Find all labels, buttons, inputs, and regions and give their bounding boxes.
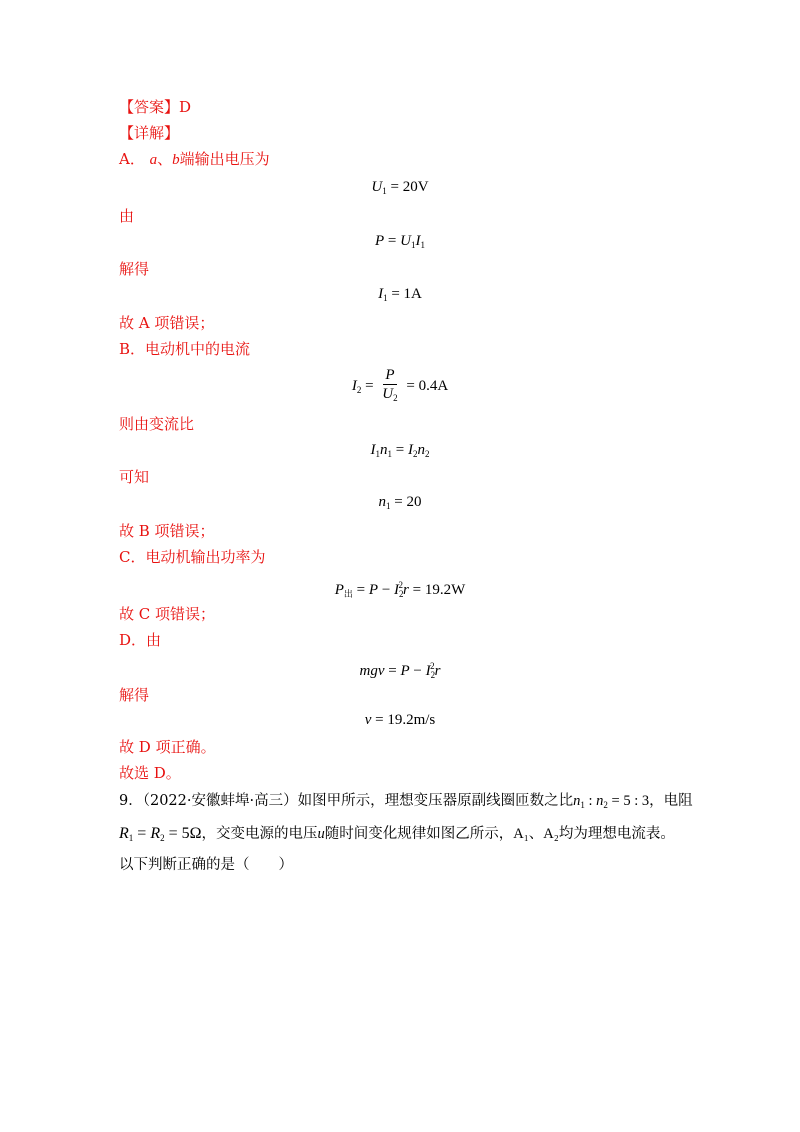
option-a-text: 端输出电压为 (179, 150, 270, 168)
var-a: a (149, 152, 158, 168)
option-a-jiede: 解得 (119, 260, 150, 278)
ammeters: A₁、A₂ (513, 826, 559, 842)
option-b-kezhi: 可知 (119, 468, 150, 486)
equation-i2-value: = 0.4A (406, 378, 449, 394)
detail-label: 【详解】 (119, 124, 180, 142)
option-d-choose: 故选 D。 (119, 764, 181, 782)
option-b-heading: B．电动机中的电流 (119, 340, 251, 358)
question-line-2 (119, 824, 675, 848)
option-a-you: 由 (119, 207, 135, 225)
question-text-2: ，交变电源的电压 (201, 826, 318, 842)
option-d-heading: D．由 (119, 631, 162, 649)
equation-v: v = 19.2m/s (364, 712, 436, 728)
equation-power: $P = U_1I_1$ (375, 233, 425, 250)
equation-u1: $U_1 = 20V$ (371, 179, 429, 196)
option-d-jiede: 解得 (119, 686, 150, 704)
option-b-conclusion: 故 B 项错误； (119, 522, 215, 540)
equation-current-ratio: $I_1n_1 = I_2n_2$ (370, 442, 430, 459)
turns-ratio: $n_1$ : $n_2 = 5$ : 3 (573, 793, 650, 810)
option-b-ratio-text: 则由变流比 (119, 415, 195, 433)
question-text-4: 均为理想电流表。 (558, 826, 675, 842)
answer-line (119, 97, 191, 117)
equation-output-power-value: = 19.2W (412, 582, 466, 598)
option-a-conclusion: 故 A 项错误； (119, 314, 215, 332)
resistance-equation: $R_1 = R_2 = 5\Omega$ (119, 825, 202, 843)
equation-i1: $I_1 = 1A$ (378, 286, 422, 303)
separator: 、 (157, 150, 173, 168)
equation-n1: $n_1 = 20$ (378, 494, 422, 511)
option-a-prefix: A． (119, 150, 145, 168)
question-text-3: 随时间变化规律如图乙所示， (324, 826, 514, 842)
var-u: u (317, 826, 325, 842)
equation-output-power: $P_出 = P - I_2^2r = 19.2W$ (334, 580, 466, 599)
question-source: （2022·安徽蚌埠·高三） (142, 793, 298, 809)
var-b: b (172, 152, 180, 168)
question-number: 9． (119, 793, 143, 809)
question-text-1b: ，电阻 (649, 793, 693, 809)
question-text-1: 如图甲所示，理想变压器原副线圈匝数之比 (297, 793, 574, 809)
answer-label: 【答案】 (119, 98, 180, 116)
option-c-heading: C．电动机输出功率为 (119, 548, 266, 566)
equation-v-value: = 19.2m/s (375, 712, 436, 728)
option-a-heading (119, 149, 270, 170)
option-d-conclusion: 故 D 项正确。 (119, 738, 216, 756)
option-c-conclusion: 故 C 项错误； (119, 605, 216, 623)
fraction-p-over-u2: $\frac{P}{U_2}$ (382, 367, 398, 404)
question-line-3: 以下判断正确的是（ ） (119, 857, 293, 873)
question-line-1 (119, 791, 693, 815)
equation-mgv: mgv = $P - I_2^2r$ (359, 661, 441, 680)
equation-i2: $I_2$ = $\frac{P}{U_2}$ = 0.4A (0, 366, 800, 410)
answer-value: D (179, 98, 192, 116)
